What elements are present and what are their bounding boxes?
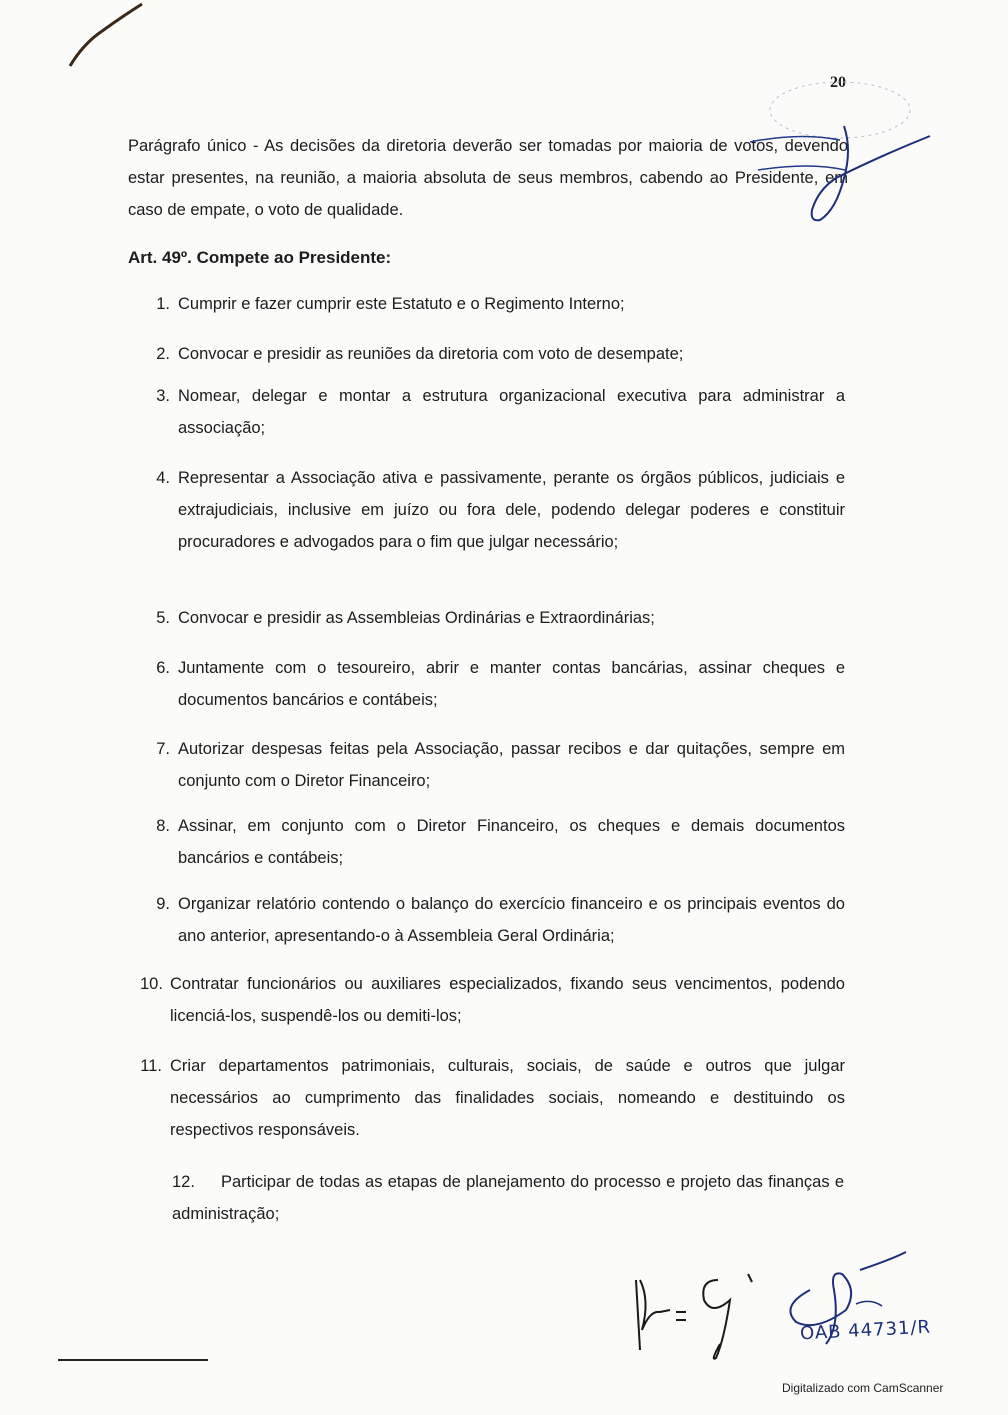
list-item: [140, 462, 845, 558]
list-item: [140, 602, 845, 634]
list-item: [140, 1050, 845, 1146]
margin-rubric-signature: [740, 70, 950, 250]
item-number: 11.: [140, 1057, 162, 1075]
item-number: 4.: [156, 469, 170, 487]
item-text: Convocar e presidir as Assembleias Ordinárias e Extraordinárias;: [178, 609, 655, 627]
item-number: 5.: [156, 609, 170, 627]
item-number: 9.: [156, 895, 170, 913]
list-item: [140, 288, 845, 320]
item-number: 2.: [156, 345, 170, 363]
list-item: [140, 888, 845, 952]
item-text: Assinar, em conjunto com o Diretor Financeiro, os cheques e demais documentos bancários e contábeis;: [178, 817, 845, 867]
item-text: Organizar relatório contendo o balanço do exercício financeiro e os principais eventos do ano anterior, apresentando-o à Assembleia Geral Ordinária;: [178, 895, 845, 945]
list-item: [140, 652, 845, 716]
handwritten-registration-note: OAB 44731/R: [799, 1316, 932, 1345]
item-number: 6.: [156, 659, 170, 677]
item-number: 12.: [172, 1173, 195, 1191]
item-text: Contratar funcionários ou auxiliares especializados, fixando seus vencimentos, podendo licenciá-los, suspendê-los ou demiti-los;: [170, 975, 845, 1025]
list-item: [140, 733, 845, 797]
item-text: Convocar e presidir as reuniões da diretoria com voto de desempate;: [178, 345, 684, 363]
article-heading: Art. 49º. Compete ao Presidente:: [128, 248, 392, 267]
page-number: 20: [830, 74, 846, 91]
item-text: Participar de todas as etapas de planejamento do processo e projeto das finanças e administração;: [172, 1173, 844, 1223]
item-number: 3.: [156, 387, 170, 405]
list-item: [140, 810, 845, 874]
list-item: [140, 338, 845, 370]
list-item: [140, 380, 845, 444]
scanner-watermark: Digitalizado com CamScanner: [782, 1381, 944, 1395]
footer-rule: [58, 1359, 208, 1361]
item-text: Nomear, delegar e montar a estrutura organizacional executiva para administrar a associação;: [178, 387, 845, 437]
item-number: 8.: [156, 817, 170, 835]
item-text: Juntamente com o tesoureiro, abrir e manter contas bancárias, assinar cheques e documentos bancários e contábeis;: [178, 659, 845, 709]
item-number: 10.: [140, 975, 163, 993]
item-number: 1.: [156, 295, 170, 313]
list-item: [172, 1166, 844, 1230]
paragraph-unico: Parágrafo único - As decisões da diretoria deverão ser tomadas por maioria de votos, devendo estar presentes, na reunião, a maioria absoluta de seus membros, cabendo ao Presidente, em caso de empate, o voto de qualidade.: [128, 137, 848, 219]
item-text: Representar a Associação ativa e passivamente, perante os órgãos públicos, judiciais e extrajudiciais, inclusive em juízo ou fora dele, podendo delegar poderes e constituir procuradores e advogados para o fim que julgar necessário;: [178, 469, 845, 551]
handwritten-signatures: [620, 1240, 960, 1370]
corner-pen-mark: [60, 0, 150, 80]
list-item: [140, 968, 845, 1032]
item-text: Cumprir e fazer cumprir este Estatuto e o Regimento Interno;: [178, 295, 625, 313]
item-text: Criar departamentos patrimoniais, culturais, sociais, de saúde e outros que julgar necessários ao cumprimento das finalidades sociais, nomeando e destituindo os respectivos responsáveis.: [170, 1057, 845, 1139]
item-number: 7.: [156, 740, 170, 758]
item-text: Autorizar despesas feitas pela Associação, passar recibos e dar quitações, sempre em conjunto com o Diretor Financeiro;: [178, 740, 845, 790]
